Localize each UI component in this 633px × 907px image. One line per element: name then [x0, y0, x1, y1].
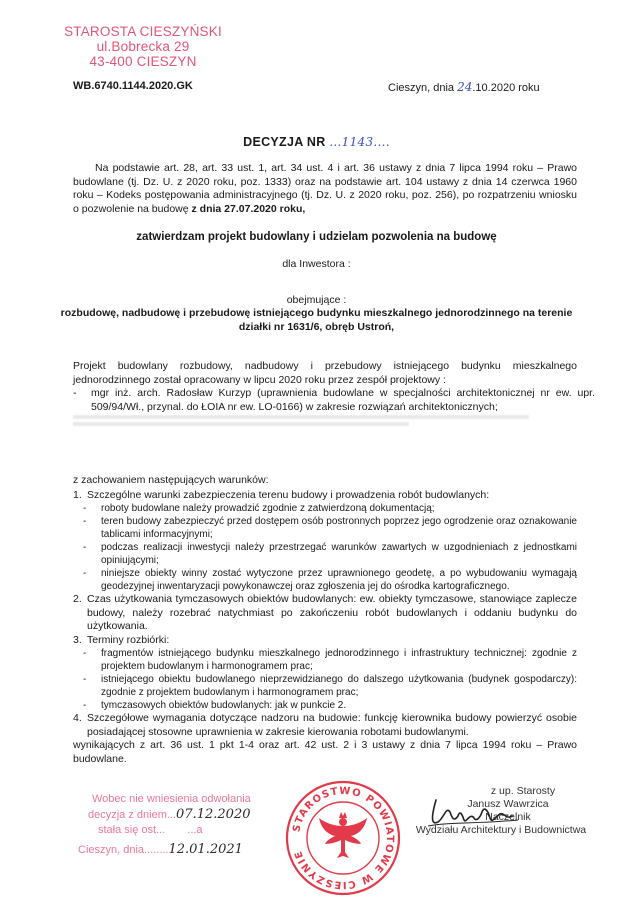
- conditions-heading: z zachowaniem następujących warunków:: [73, 474, 269, 486]
- dash-marker: -: [83, 568, 87, 579]
- finality-issue-date-handwritten: 12.01.2021: [168, 842, 243, 857]
- finality-final-label: stała się ost...: [98, 824, 166, 836]
- stamp-line-office: STAROSTA CIESZYŃSKI: [64, 24, 222, 39]
- condition-item-1: [73, 489, 577, 503]
- covering-label: obejmujące :: [286, 294, 347, 306]
- dash-marker: -: [83, 674, 87, 685]
- subitem-text: roboty budowlane należy prowadzić zgodnie z zatwierdzoną dokumentacją;: [101, 503, 435, 514]
- decision-title: [0, 135, 633, 149]
- signatory-name: Janusz Wawrzica: [467, 798, 549, 810]
- finality-stamp: [78, 792, 258, 858]
- title-dots-after: ....: [373, 135, 390, 149]
- signatory-title: Naczelnik: [485, 811, 531, 823]
- place-and-date: [388, 80, 540, 94]
- date-day-handwritten: 24: [457, 80, 473, 94]
- finality-line-2: [88, 807, 258, 823]
- condition-subitem: [79, 699, 577, 712]
- condition-item-3: [73, 634, 577, 648]
- condition-subitem: [79, 515, 577, 541]
- designer-text: mgr inż. arch. Radosław Kurzyp (uprawnienia budowlane w specjalności architektonicznej nr ew. upr. 509/94/Wł., przynal. do ŁOIA nr ew. LO-0166) w zakresie rozwiązań architektonicznych;: [91, 387, 595, 413]
- condition-item-2: [73, 593, 577, 634]
- condition-subitem: [79, 647, 577, 673]
- subitem-text: niniejsze obiekty winny zostać wytyczone przez uprawnionego geodetę, a po wybudowaniu wymagają geodezyjnej inwentaryzacji powykonawczej oraz zgłoszenia jej do ośrodka kartograficznego.: [101, 568, 577, 592]
- subitem-text: fragmentów istniejącego budynku mieszkalnego jednorodzinnego i infrastruktury technicznej: zgodnie z projektem budowlanym i harmonogramem prac;: [101, 648, 577, 672]
- project-paragraph: Projekt budowlany rozbudowy, nadbudowy i przebudowy istniejącego budynku mieszkalnego jednorodzinnego został opracowany w lipcu 2020 roku przez zespół projektowy :: [73, 360, 577, 386]
- condition-text: Szczególne warunki zabezpieczenia terenu budowy i prowadzenia robót budowlanych:: [87, 488, 490, 501]
- subitem-text: teren budowy zabezpieczyć przed dostępem osób postronnych poprzez jego ogrodzenie oraz oznakowanie tablicami informacyjnymi;: [101, 516, 577, 540]
- application-date: z dnia 27.07.2020 roku,: [191, 202, 306, 215]
- seal-ring-text: STAROSTWO POWIATOWE W CIESZYNIE: [291, 785, 396, 891]
- subitem-text: istniejącego obiektu budowlanego nieprzewidzianego do dalszego użytkowania (budynek gospodarczy): zgodnie z projektem budowlanym i harmonogramem prac;: [101, 674, 577, 698]
- finality-final-suffix: ...a: [187, 824, 203, 836]
- finality-place-label: Cieszyn, dnia........: [78, 844, 169, 856]
- condition-subitem: [79, 567, 577, 593]
- stamp-line-street: ul.Bobrecka 29: [96, 39, 190, 54]
- title-dots-before: ...: [329, 135, 342, 149]
- title-label: DECYZJA NR: [243, 135, 330, 149]
- dash-marker: -: [83, 542, 87, 553]
- finality-line-3: [88, 823, 258, 838]
- condition-subitem: [79, 502, 577, 515]
- signatory-on-behalf: z up. Starosty: [490, 785, 556, 797]
- condition-text: Czas użytkowania tymczasowych obiektów budowlanych: ew. obiekty tymczasowe, stanowiące zaplecze budowy, należy rozebrać natychmiast po zakończeniu robót budowlanych i oddaniu budynku do użytkowania.: [87, 593, 577, 632]
- date-prefix: Cieszyn, dnia: [388, 82, 458, 94]
- conditions-section: [73, 474, 577, 766]
- finality-line-1: Wobec nie wniesienia odwołania: [92, 793, 251, 805]
- faded-redacted-area: [73, 412, 553, 432]
- condition-text: Szczegółowe wymagania dotyczące nadzoru na budowie: funkcję kierownika budowy powierzyć osobie posiadającej stosowne uprawnienia w zakresie kierowania robotami budowlanymi.: [87, 712, 577, 738]
- dash-marker: -: [83, 700, 87, 711]
- legal-basis-text: Na podstawie art. 28, art. 33 ust. 1, art. 34 ust. 4 i art. 36 ustawy z dnia 7 lipca 1994 roku – Prawo budowlane (tj. Dz. U. z 2020 roku, poz. 1333) oraz na podstawie art. 104 ustawy z dnia 14 czerwca 1960 roku – Kodeks postępowania administracyjnego (tj. Dz. U. z 2020 roku, poz. 256), po rozpatrzeniu wniosku o pozwolenie na budowę: [73, 162, 577, 215]
- finality-line-4: [78, 842, 258, 858]
- condition-number: 4.: [73, 712, 82, 724]
- document-reference: WB.6740.1144.2020.GK: [73, 80, 193, 92]
- condition-number: 3.: [73, 633, 82, 646]
- handwritten-signature: [418, 792, 528, 832]
- condition-text: Terminy rozbiórki:: [87, 633, 170, 646]
- stamp-line-city: 43-400 CIESZYN: [89, 54, 197, 69]
- legal-closing: wynikających z art. 36 ust. 1 pkt 1-4 oraz art. 42 ust. 2 i 3 ustawy z dnia 7 lipca 1994 roku – Prawo budowlane.: [73, 739, 577, 765]
- dash-marker: -: [73, 387, 77, 399]
- finality-decision-label: decyzja z dniem...: [88, 809, 177, 821]
- signatory-department: Wydziału Architektury i Budownictwa: [415, 824, 587, 836]
- dash-marker: -: [83, 648, 87, 659]
- date-suffix: .10.2020 roku: [472, 82, 540, 94]
- finality-date-handwritten: 07.12.2020: [176, 807, 251, 822]
- condition-number: 1.: [73, 488, 82, 501]
- condition-number: 2.: [73, 593, 82, 605]
- condition-subitem: [79, 673, 577, 699]
- project-subject: rozbudowę, nadbudowę i przebudowę istniejącego budynku mieszkalnego jednorodzinnego na terenie działki nr 1631/6, obręb Ustroń,: [60, 307, 573, 333]
- designer-entry: [73, 387, 595, 414]
- dash-marker: -: [83, 503, 87, 514]
- approval-statement: zatwierdzam projekt budowlany i udzielam pozwolenia na budowę: [136, 231, 497, 243]
- eagle-emblem-icon: [319, 812, 367, 858]
- subitem-text: podczas realizacji inwestycji należy przestrzegać warunków zawartych w uzgodnieniach z jednostkami opiniującymi;: [101, 542, 577, 566]
- condition-subitem: [79, 541, 577, 567]
- decision-number-handwritten: 1143: [341, 135, 374, 149]
- investor-label: dla Inwestora :: [282, 258, 351, 270]
- legal-basis-paragraph: [73, 162, 577, 216]
- starosta-header-stamp: [58, 24, 228, 69]
- subitem-text: tymczasowych obiektów budowlanych: jak w punkcie 2.: [101, 700, 347, 711]
- official-eagle-seal: [283, 778, 403, 898]
- dash-marker: -: [83, 516, 87, 527]
- condition-item-4: [73, 712, 577, 739]
